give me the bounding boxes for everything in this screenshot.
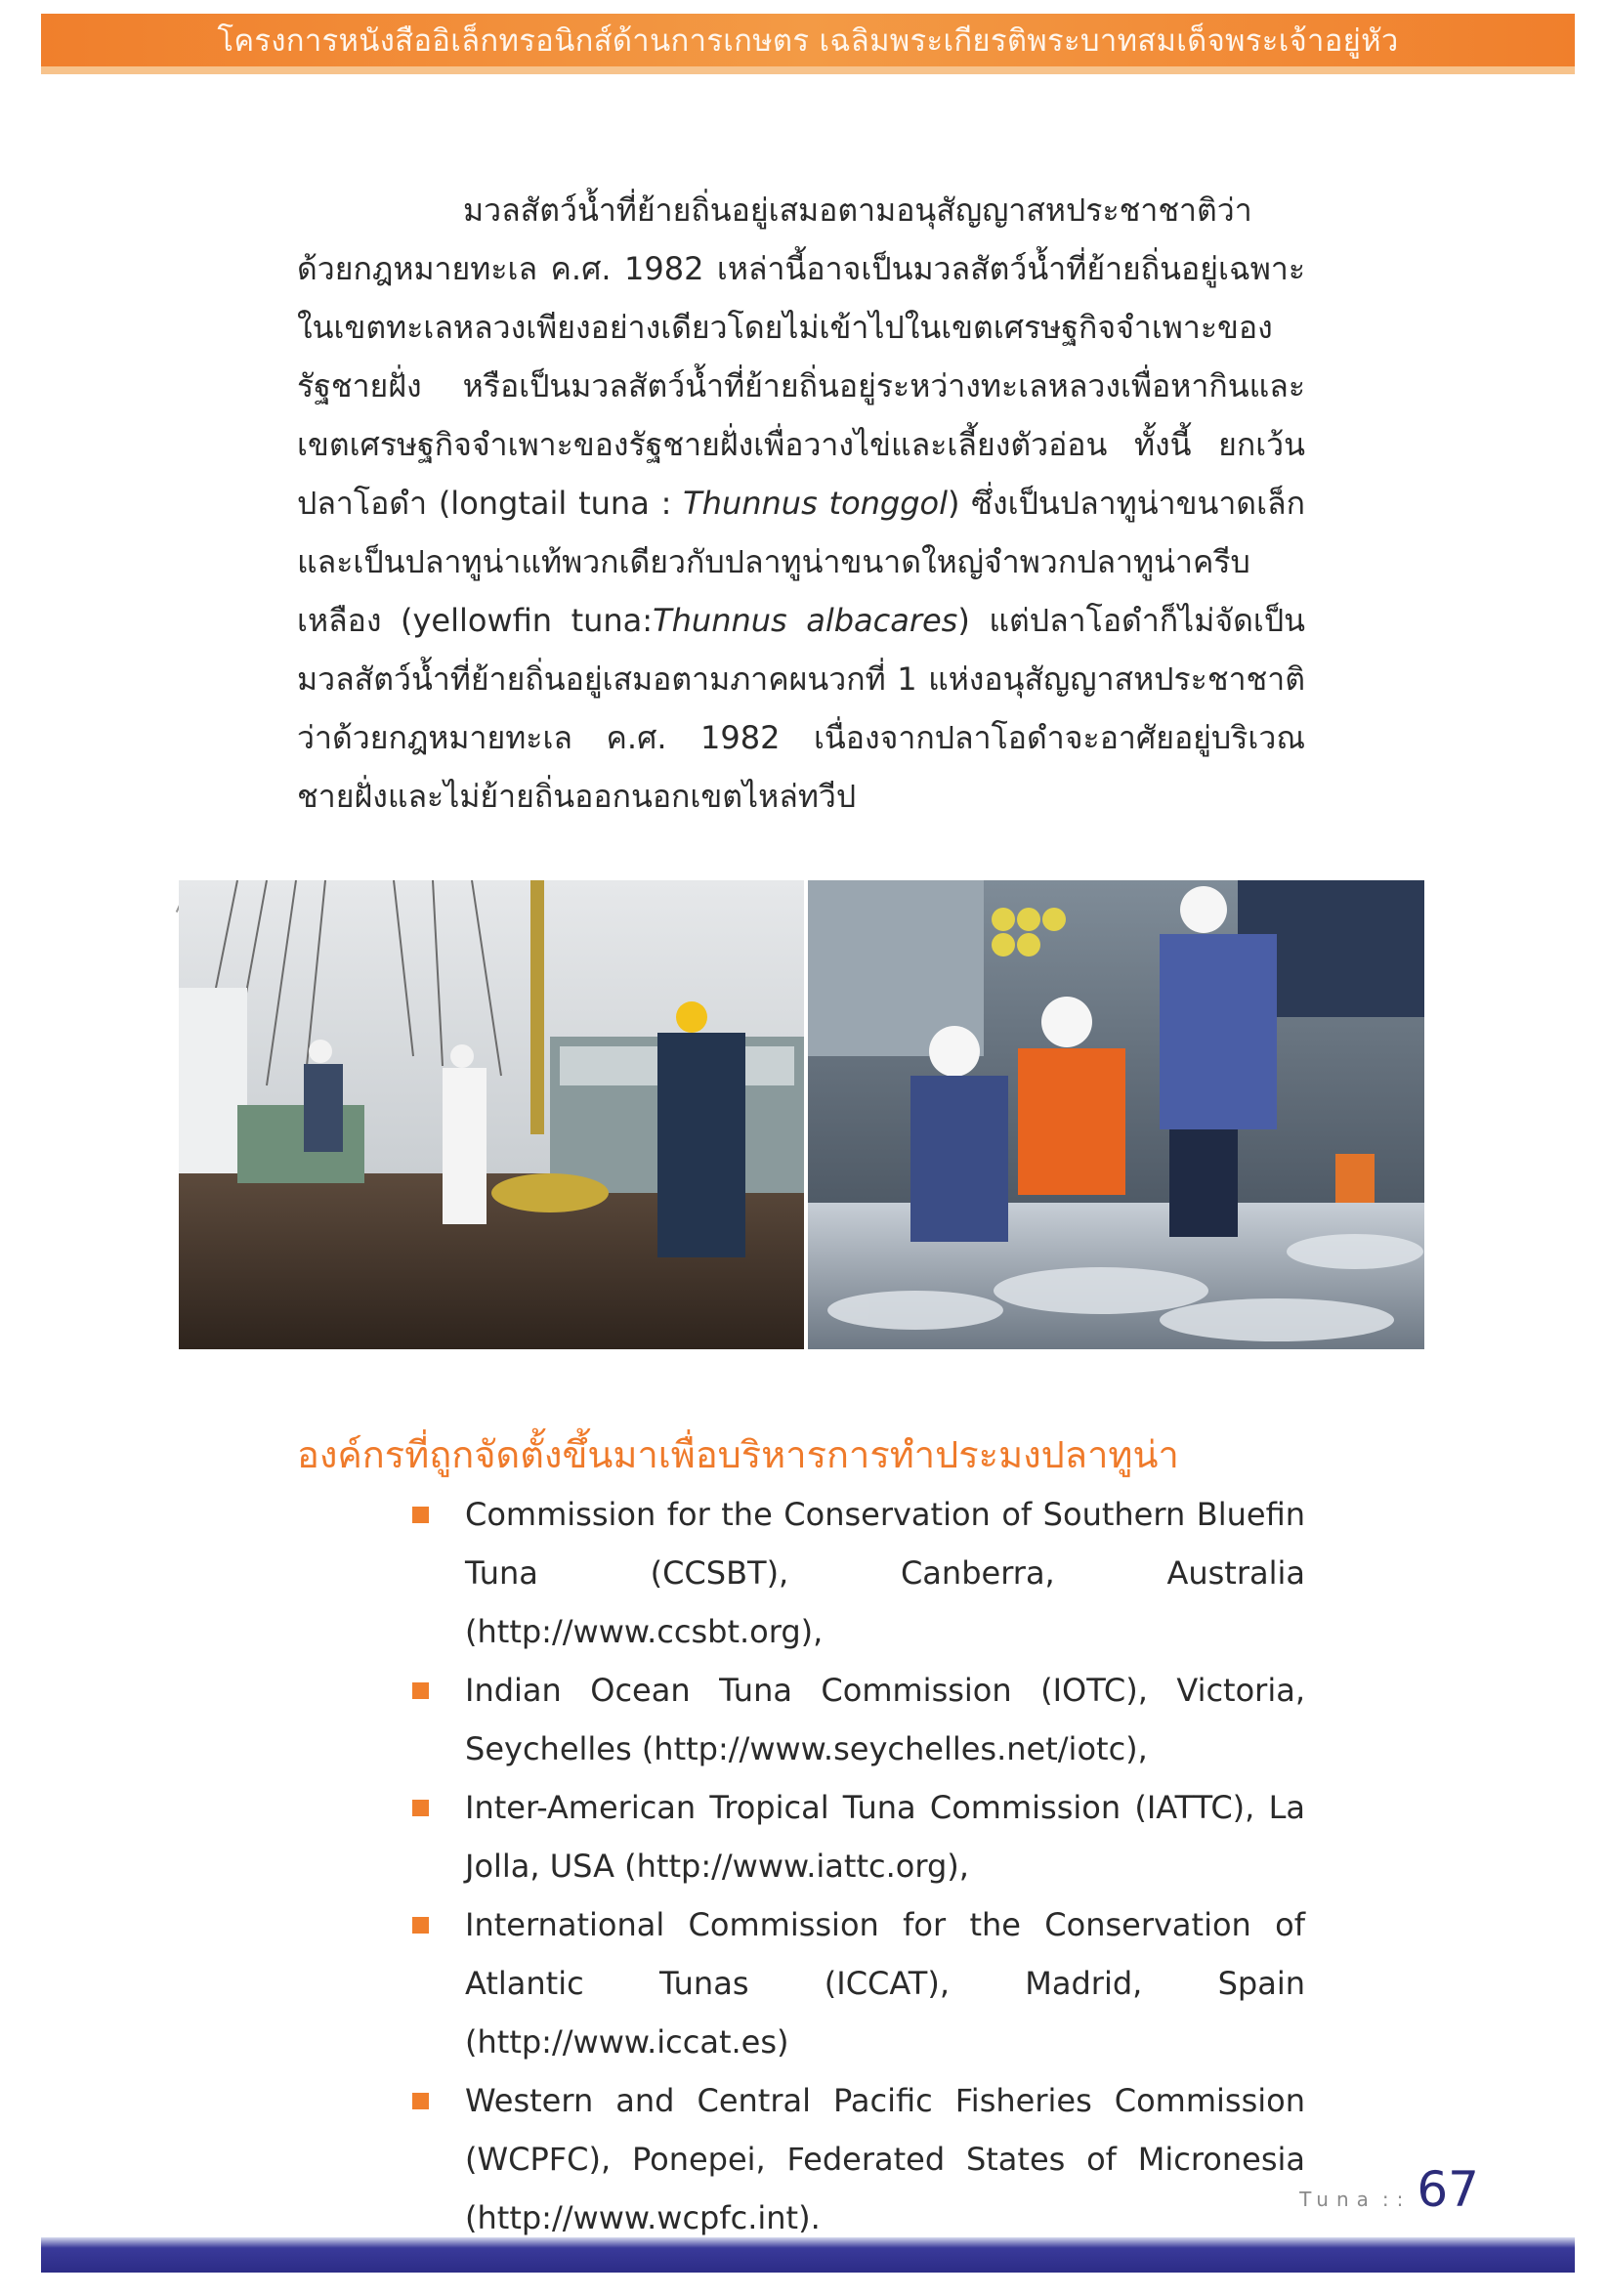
paragraph [297, 181, 1305, 826]
photo-tuna-catch-inspection [808, 880, 1424, 1349]
square-bullet-icon [412, 1682, 429, 1699]
list-item [406, 1778, 1305, 1895]
list-item-text: Western and Central Pacific Fisheries Commission (WCPFC), Ponepei, Federated States of Micronesia (http://www.wcpfc.int). [465, 2082, 1305, 2236]
paragraph-text-3: ) แต่ปลาโอดำก็ไม่จัดเป็นมวลสัตว์น้ำที่ย้ายถิ่นอยู่เสมอตามภาคผนวกที่ 1 แห่งอนุสัญญาสหประชาชาติว่าด้วยกฎหมายทะเล ค.ศ. 1982 เนื่องจากปลาโอดำจะอาศัยอยู่บริเวณชายฝั่งและไม่ย้ายถิ่นออกนอกเขตไหล่ทวีป [297, 602, 1306, 815]
photo-fishing-vessel-deck [179, 880, 804, 1349]
page-footer [1299, 2161, 1479, 2218]
list-item-text: International Commission for the Conservation of Atlantic Tunas (ICCAT), Madrid, Spain (http://www.iccat.es) [465, 1906, 1305, 2061]
footer-label: Tuna [1299, 2188, 1376, 2211]
page-number: 67 [1417, 2161, 1479, 2218]
list-item-text: Commission for the Conservation of Southern Bluefin Tuna (CCSBT), Canberra, Australia (http://www.ccsbt.org), [465, 1496, 1305, 1650]
list-item [406, 1485, 1305, 1661]
footer-separator: :: [1381, 2188, 1412, 2211]
paragraph-text-1: มวลสัตว์น้ำที่ย้ายถิ่นอยู่เสมอตามอนุสัญญาสหประชาชาติว่าด้วยกฎหมายทะเล ค.ศ. 1982 เหล่านี้อาจเป็นมวลสัตว์น้ำที่ย้ายถิ่นอยู่เฉพาะในเขตทะเลหลวงเพียงอย่างเดียวโดยไม่เข้าไปในเขตเศรษฐกิจจำเพาะของรัฐชายฝั่ง หรือเป็นมวลสัตว์น้ำที่ย้ายถิ่นอยู่ระหว่างทะเลหลวงเพื่อหากินและเขตเศรษฐกิจจำเพาะของรัฐชายฝั่งเพื่อวางไข่และเลี้ยงตัวอ่อน ทั้งนี้ ยกเว้นปลาโอดำ (longtail tuna : [297, 191, 1305, 522]
footer-bar [41, 2237, 1575, 2273]
list-item [406, 2071, 1305, 2247]
square-bullet-icon [412, 1917, 429, 1934]
vessel-deck-illustration [179, 880, 804, 1349]
list-item [406, 1895, 1305, 2071]
paragraph-text-2: ) ซึ่งเป็นปลาทูน่าขนาดเล็กและเป็นปลาทูน่าแท้พวกเดียวกับปลาทูน่าขนาดใหญ่จำพวกปลาทูน่าครีบเหลือง (yellowfin tuna: [297, 485, 1306, 639]
organization-list [406, 1485, 1305, 2247]
square-bullet-icon [412, 1800, 429, 1816]
list-item-text: Inter-American Tropical Tuna Commission (IATTC), La Jolla, USA (http://www.iattc.org), [465, 1789, 1305, 1885]
list-item [406, 1661, 1305, 1778]
header-banner-text: โครงการหนังสืออิเล็กทรอนิกส์ด้านการเกษตร เฉลิมพระเกียรติพระบาทสมเด็จพระเจ้าอยู่หัว [217, 23, 1399, 59]
species-name-longtail: Thunnus tonggol [683, 485, 949, 522]
photo-strip [179, 880, 1424, 1349]
catch-inspection-illustration [808, 880, 1424, 1349]
species-name-yellowfin: Thunnus albacares [653, 602, 958, 639]
body-paragraph [297, 181, 1305, 826]
square-bullet-icon [412, 2093, 429, 2109]
square-bullet-icon [412, 1507, 429, 1523]
header-banner [41, 14, 1575, 74]
list-item-text: Indian Ocean Tuna Commission (IOTC), Victoria, Seychelles (http://www.seychelles.net/iotc), [465, 1672, 1305, 1767]
section-heading: องค์กรที่ถูกจัดตั้งขึ้นมาเพื่อบริหารการทำประมงปลาทูน่า [297, 1433, 1179, 1476]
